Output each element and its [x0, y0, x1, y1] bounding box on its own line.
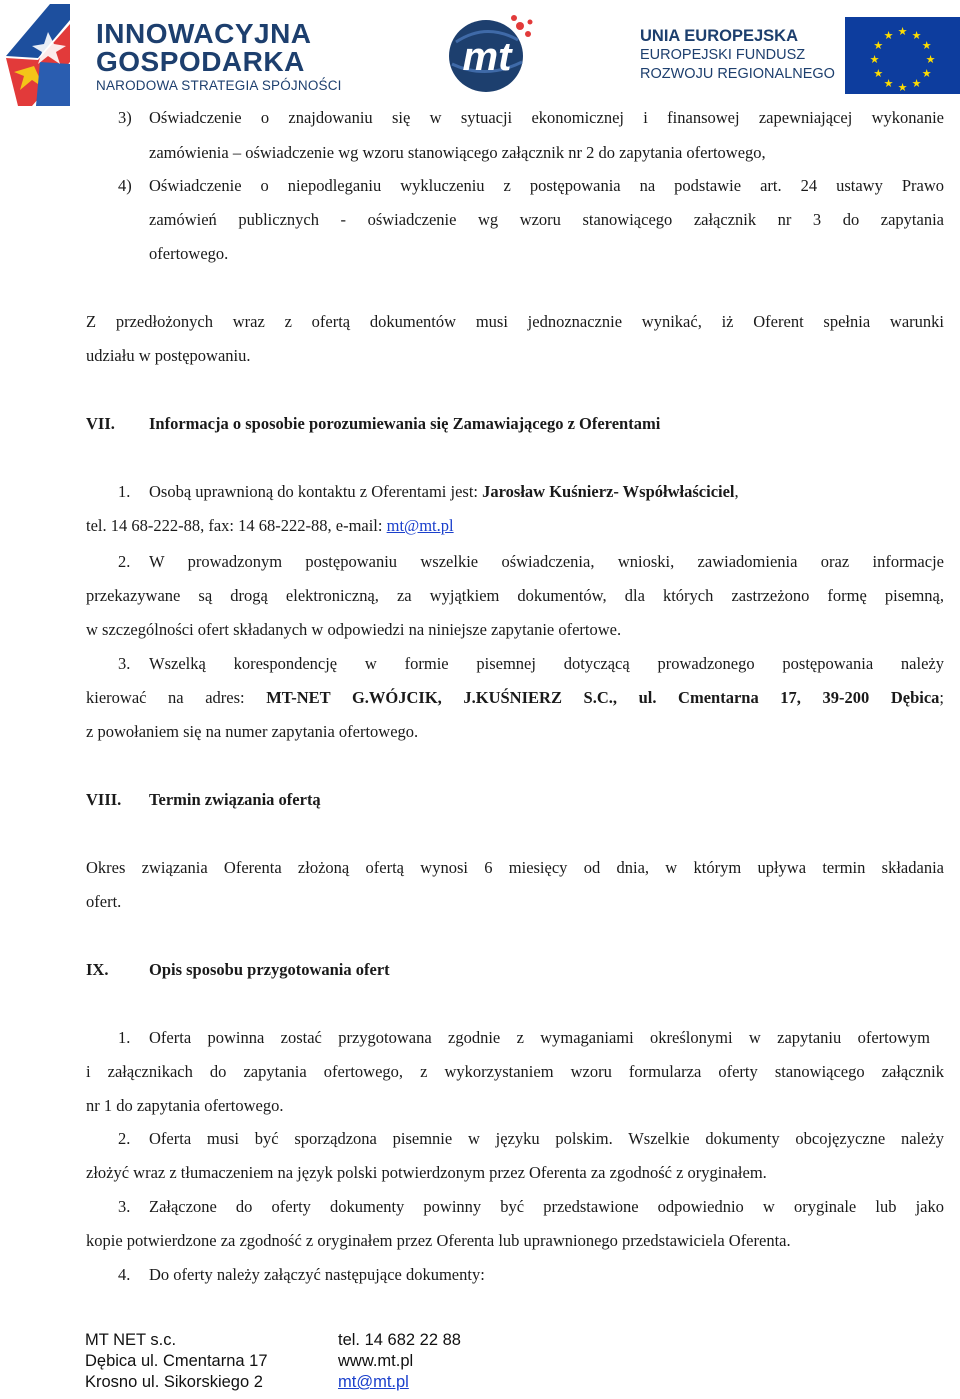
list-item-3-number: 3) — [118, 108, 132, 127]
footer-company-name: MT NET s.c. — [85, 1331, 177, 1349]
eu-flag-icon — [845, 17, 960, 94]
list-item-3-line1: Oświadczenie o znajdowaniu się w sytuacji ekonomicznej i finansowej zapewniającej wykonanie — [149, 108, 944, 127]
contact-intro: Osobą uprawnioną do kontaktu z Oferentami jest: — [149, 482, 483, 501]
svg-text:★: ★ — [897, 25, 908, 38]
section-7-title: Informacja o sposobie porozumiewania się Zamawiającego z Oferentami — [149, 414, 661, 433]
svg-text:★: ★ — [869, 53, 880, 66]
contact-comma: , — [734, 482, 739, 501]
ig-title-line2: GOSPODARKA — [96, 46, 305, 77]
eu-logo — [640, 17, 960, 95]
sec9-item-1-number: 1. — [118, 1028, 131, 1047]
paragraph-participation-line2: udziału w postępowaniu. — [86, 346, 251, 365]
sec9-item-4-number: 4. — [118, 1265, 131, 1284]
mt-net-logo — [446, 12, 536, 94]
list-item-4-line3: ofertowego. — [149, 244, 229, 263]
paragraph-participation-line1: Z przedłożonych wraz z ofertą dokumentów musi jednoznacznie wynikać, iż Oferent spełnia warunki — [86, 312, 944, 331]
sec9-item-2-number: 2. — [118, 1129, 131, 1148]
svg-text:★: ★ — [873, 39, 884, 52]
svg-text:★: ★ — [883, 77, 894, 91]
mt-globe-icon — [446, 12, 536, 94]
footer-company-column — [85, 1330, 268, 1393]
svg-text:★: ★ — [921, 67, 932, 80]
sec7-item-2-number: 2. — [118, 552, 131, 571]
svg-text:★: ★ — [897, 81, 908, 94]
sec7-item-1-line1 — [149, 475, 739, 509]
innowacyjna-gospodarka-logo — [4, 2, 344, 106]
sec7-item-1-number: 1. — [118, 482, 131, 501]
sec7-item-2-line2: przekazywane są drogą elektroniczną, za wyjątkiem dokumentów, dla których zastrzeżono formę pisemną, — [86, 586, 944, 605]
footer-address-debica: Dębica ul. Cmentarna 17 — [85, 1352, 268, 1370]
footer-contact-column — [338, 1330, 461, 1393]
sec7-item-3-line1: Wszelką korespondencję w formie pisemnej dotyczącą prowadzonego postępowania należy — [149, 654, 944, 673]
footer-email-link[interactable]: mt@mt.pl — [338, 1373, 409, 1391]
sec9-item-1-line1: Oferta powinna zostać przygotowana zgodnie z wymaganiami określonymi w zapytaniu ofertowym — [149, 1028, 930, 1047]
contact-phone-fax: tel. 14 68-222-88, fax: 14 68-222-88, e-mail: — [86, 516, 387, 535]
sec7-item-3-number: 3. — [118, 654, 131, 673]
sec7-item-2-line3: w szczególności ofert składanych w odpowiedzi na niniejsze zapytanie ofertowe. — [86, 620, 622, 639]
contact-person: Jarosław Kuśnierz- Współwłaściciel — [482, 482, 735, 501]
footer-address-krosno: Krosno ul. Sikorskiego 2 — [85, 1373, 263, 1391]
svg-text:★: ★ — [921, 39, 932, 52]
sec7-item-3-line2 — [86, 681, 944, 715]
ue-title: UNIA EUROPEJSKA — [640, 27, 798, 45]
ig-subtitle: NARODOWA STRATEGIA SPÓJNOŚCI — [96, 78, 342, 93]
address-semicolon: ; — [939, 688, 944, 707]
footer-phone: tel. 14 682 22 88 — [338, 1331, 461, 1349]
ue-subtitle-line1: EUROPEJSKI FUNDUSZ — [640, 47, 806, 63]
sec7-item-2-line1: W prowadzonym postępowaniu wszelkie oświadczenia, wnioski, zawiadomienia oraz informacje — [149, 552, 944, 571]
sec9-item-2-line1: Oferta musi być sporządzona pisemnie w języku polskim. Wszelkie dokumenty obcojęzyczne należy — [149, 1129, 944, 1148]
sec8-paragraph-line2: ofert. — [86, 892, 122, 911]
sec8-paragraph-line1: Okres związania Oferenta złożoną ofertą wynosi 6 miesięcy od dnia, w którym upływa termin składania — [86, 858, 944, 877]
footer-website-link[interactable]: www.mt.pl — [338, 1352, 414, 1370]
ue-subtitle-line2: ROZWOJU REGIONALNEGO — [640, 66, 835, 82]
list-item-4-number: 4) — [118, 176, 132, 195]
section-9-title: Opis sposobu przygotowania ofert — [149, 960, 390, 979]
company-address: MT-NET G.WÓJCIK, J.KUŚNIERZ S.C., ul. Cmentarna 17, 39-200 Dębica — [266, 688, 940, 707]
sec9-item-1-line3: nr 1 do zapytania ofertowego. — [86, 1096, 284, 1115]
page-header — [0, 0, 960, 100]
sec9-item-3-line1: Załączone do oferty dokumenty powinny być przedstawione odpowiednio w oryginale lub jako — [149, 1197, 944, 1216]
sec9-item-1-line2: i załącznikach do zapytania ofertowego, z wykorzystaniem wzoru formularza oferty stanowiącego załącznik — [86, 1062, 944, 1081]
svg-text:★: ★ — [925, 53, 936, 66]
sec9-item-3-number: 3. — [118, 1197, 131, 1216]
ig-title-line1: INNOWACYJNA — [96, 18, 312, 49]
section-8-title: Termin związania ofertą — [149, 790, 321, 809]
section-9-number: IX. — [86, 960, 109, 979]
sec9-item-2-line2: złożyć wraz z tłumaczeniem na język polski potwierdzonym przez Oferenta za zgodność z oryginałem. — [86, 1163, 767, 1182]
sec7-item-1-line2 — [86, 509, 454, 543]
svg-text:★: ★ — [911, 28, 922, 42]
mt-logo-text: mt — [462, 35, 512, 79]
list-item-4-line2: zamówień publicznych - oświadczenie wg wzoru stanowiącego załącznik nr 3 do zapytania — [149, 210, 944, 229]
svg-text:★: ★ — [883, 28, 894, 42]
svg-text:★: ★ — [911, 77, 922, 91]
svg-text:★: ★ — [873, 67, 884, 80]
sec9-item-3-line2: kopie potwierdzone za zgodność z oryginałem przez Oferenta lub uprawnionego przedstawiciela Oferenta. — [86, 1231, 791, 1250]
section-8-number: VIII. — [86, 790, 122, 809]
contact-email-link[interactable]: mt@mt.pl — [386, 516, 454, 535]
list-item-3-line2: zamówienia – oświadczenie wg wzoru stanowiącego załącznik nr 2 do zapytania ofertowego, — [149, 143, 766, 162]
section-7-number: VII. — [86, 414, 115, 433]
sec7-item-3-line3: z powołaniem się na numer zapytania ofertowego. — [86, 722, 419, 741]
address-intro: kierować na adres: — [86, 688, 267, 707]
list-item-4-line1: Oświadczenie o niepodleganiu wykluczeniu z postępowania na podstawie art. 24 ustawy Prawo — [149, 176, 944, 195]
innowacyjna-gospodarka-emblem-icon — [4, 2, 82, 106]
sec9-item-4-line1: Do oferty należy załączyć następujące dokumenty: — [149, 1265, 485, 1284]
